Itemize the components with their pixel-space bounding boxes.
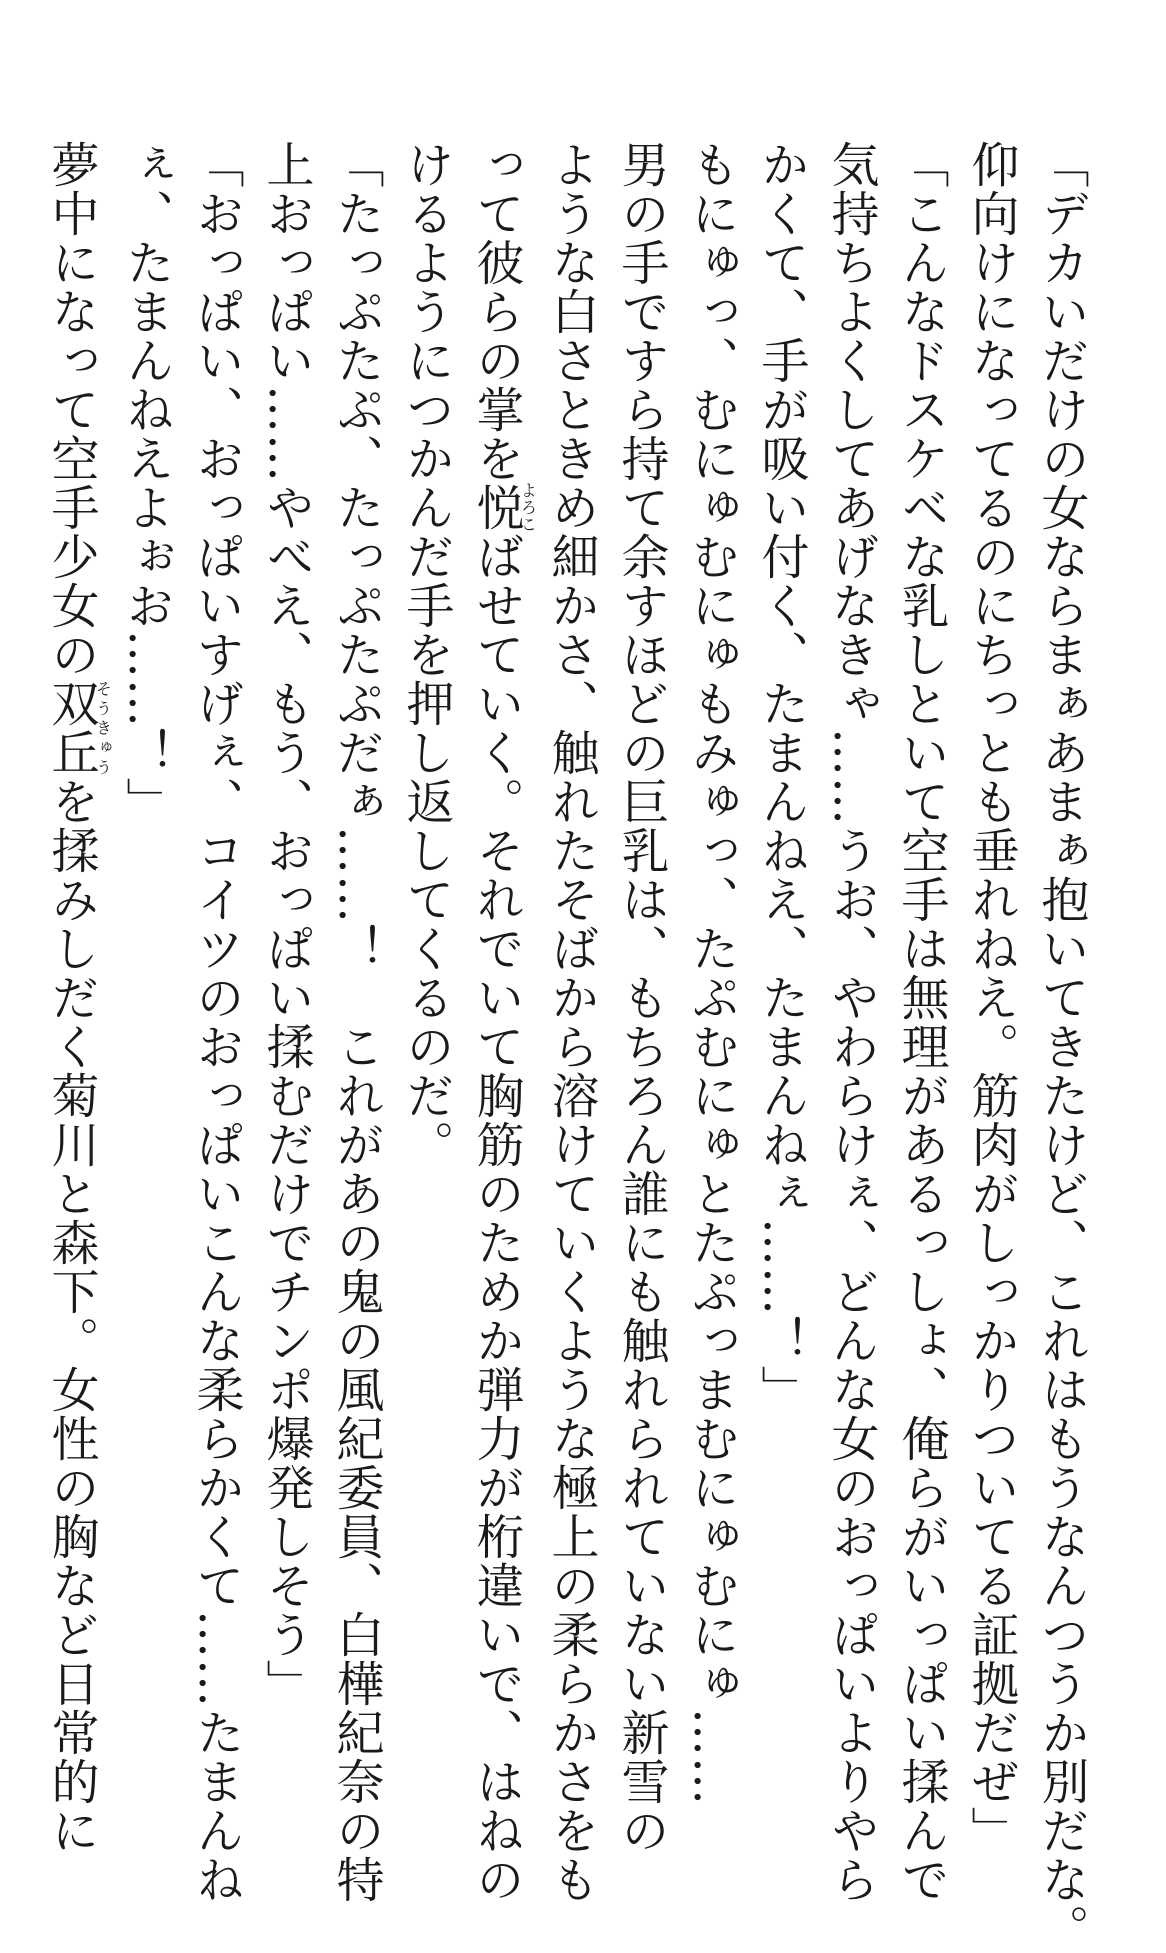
text-line: かくて、手が吸い付く、たまんねえ、たまんねぇ……！」 (753, 140, 809, 1414)
text-line: ぇ、たまんねえよぉお……！」 (118, 140, 174, 826)
ruby-text: 悦よろこ (468, 482, 538, 533)
text-line: 男の手ですら持て余すほどの巨乳は、もちろん誰にも触れられていない新雪の (613, 140, 669, 1855)
vertical-text-body (36, 140, 1096, 1953)
text-line: 夢中になって空手少女の双丘そうきゅうを揉みしだく菊川と森下。女性の胸など日常的に (43, 140, 113, 1855)
text-line: 「たっぷたぷ、たっぷたぷだぁ……！ これがあの鬼の風紀委員、白樺紀奈の特 (328, 140, 384, 1904)
ruby-reading: よろこ (518, 482, 538, 533)
text-line: 仰向けになってるのにちっとも垂れねえ。筋肉がしっかりついてる証拠だぜ」 (963, 140, 1019, 1855)
ruby-text: 双丘そうきゅう (43, 679, 113, 777)
text-line: けるようにつかんだ手を押し返してくるのだ。 (398, 140, 454, 1169)
text-line: 「デカいだけの女ならまぁあまぁ抱いてきたけど、これはもうなんつうか別だな。 (1033, 140, 1089, 1953)
text-line: って彼らの掌を悦よろこばせていく。それでいて胸筋のためか弾力が桁違いで、はねの (468, 140, 538, 1904)
text-line: 「こんなドスケベな乳しといて空手は無理があるっしょ、俺らがいっぱい揉んで (893, 140, 949, 1904)
text-line: 上おっぱい……やべえ、もう、おっぱい揉むだけでチンポ爆発しそう」 (258, 140, 314, 1708)
text-line: 気持ちよくしてあげなきゃ……うお、やわらけぇ、どんな女のおっぱいよりやら (823, 140, 879, 1904)
text-line: ような白さときめ細かさ、触れたそばから溶けていくような極上の柔らかさをも (543, 140, 599, 1904)
text-line: 「おっぱい、おっぱいすげぇ、コイツのおっぱいこんな柔らかくて……たまんね (188, 140, 244, 1904)
ruby-reading: そうきゅう (93, 679, 113, 777)
text-line: もにゅっ、むにゅむにゅもみゅっ、たぷむにゅとたぷっまむにゅむにゅ…… (683, 140, 739, 1806)
